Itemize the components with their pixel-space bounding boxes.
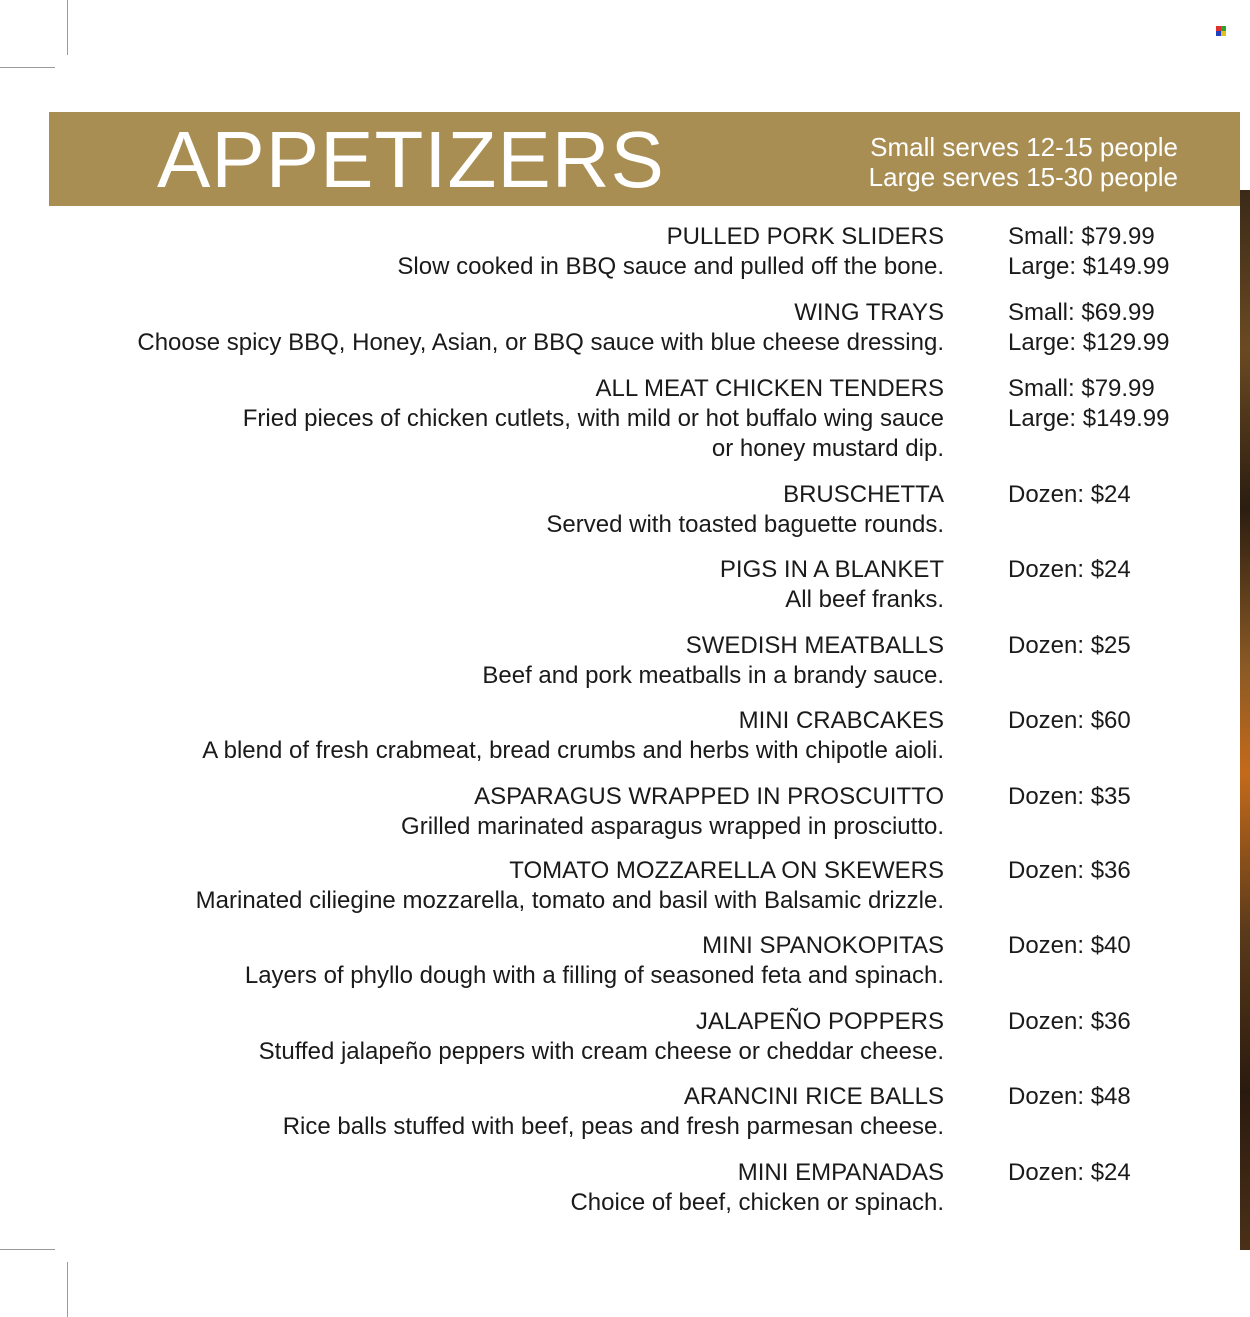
item-text <box>283 1082 944 1142</box>
serves-small: Small serves 12-15 people <box>870 132 1178 162</box>
crop-mark-top-left-horizontal <box>0 67 55 68</box>
item-text <box>570 1158 944 1218</box>
item-name: MINI EMPANADAS <box>737 1159 944 1186</box>
item-name: MINI SPANOKOPITAS <box>702 932 944 959</box>
item-price: Dozen: $24 <box>1008 556 1131 583</box>
item-price: Dozen: $48 <box>1008 1083 1131 1110</box>
item-price: Dozen: $36 <box>1008 857 1131 884</box>
item-description: Grilled marinated asparagus wrapped in prosciutto. <box>401 813 944 840</box>
item-price: Large: $149.99 <box>1008 253 1170 280</box>
item-price: Dozen: $35 <box>1008 783 1131 810</box>
item-description: Beef and pork meatballs in a brandy sauce. <box>482 662 944 689</box>
item-description: Served with toasted baguette rounds. <box>546 511 944 538</box>
item-name: ASPARAGUS WRAPPED IN PROSCUITTO <box>474 783 944 810</box>
item-prices <box>1008 480 1131 510</box>
crop-mark-bottom-left-horizontal <box>0 1249 55 1250</box>
photo-edge-strip <box>1240 190 1250 1250</box>
item-description: A blend of fresh crabmeat, bread crumbs and herbs with chipotle aioli. <box>202 737 944 764</box>
item-text <box>202 706 944 766</box>
item-price: Dozen: $25 <box>1008 632 1131 659</box>
item-description: Marinated ciliegine mozzarella, tomato and basil with Balsamic drizzle. <box>195 887 944 914</box>
item-name: PIGS IN A BLANKET <box>719 556 944 583</box>
item-price: Dozen: $24 <box>1008 1159 1131 1186</box>
serves-large: Large serves 15-30 people <box>868 162 1178 192</box>
item-prices <box>1008 555 1131 585</box>
item-description: Choice of beef, chicken or spinach. <box>570 1189 944 1216</box>
item-description: or honey mustard dip. <box>711 435 944 462</box>
item-prices <box>1008 374 1169 434</box>
item-name: WING TRAYS <box>794 299 944 326</box>
item-text <box>243 374 944 464</box>
item-text <box>397 222 944 282</box>
item-price: Dozen: $60 <box>1008 707 1131 734</box>
crop-mark-top-left-vertical <box>67 0 68 55</box>
item-prices <box>1008 222 1169 282</box>
item-prices <box>1008 631 1131 661</box>
item-price: Dozen: $24 <box>1008 481 1131 508</box>
item-name: TOMATO MOZZARELLA ON SKEWERS <box>509 857 944 884</box>
item-price: Dozen: $36 <box>1008 1008 1131 1035</box>
item-prices <box>1008 856 1131 886</box>
item-price: Large: $149.99 <box>1008 405 1170 432</box>
item-name: SWEDISH MEATBALLS <box>685 632 944 659</box>
item-prices <box>1008 706 1131 736</box>
serving-info <box>869 132 1178 192</box>
item-description: Layers of phyllo dough with a filling of seasoned feta and spinach. <box>244 962 944 989</box>
item-text <box>259 1007 944 1067</box>
header-banner <box>49 112 1240 206</box>
item-description: Choose spicy BBQ, Honey, Asian, or BBQ sauce with blue cheese dressing. <box>137 329 944 356</box>
item-name: ALL MEAT CHICKEN TENDERS <box>595 375 944 402</box>
item-name: ARANCINI RICE BALLS <box>683 1083 944 1110</box>
item-prices <box>1008 1158 1131 1188</box>
item-text <box>720 555 944 615</box>
color-registration-mark <box>1216 26 1226 36</box>
item-description: Stuffed jalapeño peppers with cream cheese or cheddar cheese. <box>258 1038 944 1065</box>
item-name: MINI CRABCAKES <box>738 707 944 734</box>
item-prices <box>1008 931 1131 961</box>
item-name: JALAPEÑO POPPERS <box>695 1008 944 1035</box>
item-name: BRUSCHETTA <box>783 481 944 508</box>
item-text <box>245 931 944 991</box>
item-price: Dozen: $40 <box>1008 932 1131 959</box>
item-text <box>401 782 944 842</box>
item-description: Fried pieces of chicken cutlets, with mild or hot buffalo wing sauce <box>242 405 944 432</box>
item-name: PULLED PORK SLIDERS <box>666 223 944 250</box>
item-prices <box>1008 1007 1131 1037</box>
item-text <box>482 631 944 691</box>
item-prices <box>1008 1082 1131 1112</box>
item-price: Large: $129.99 <box>1008 329 1170 356</box>
item-description: All beef franks. <box>785 586 944 613</box>
item-prices <box>1008 298 1169 358</box>
item-price: Small: $79.99 <box>1008 375 1155 402</box>
item-prices <box>1008 782 1131 812</box>
page-title: APPETIZERS <box>157 115 665 204</box>
item-description: Slow cooked in BBQ sauce and pulled off the bone. <box>397 253 944 280</box>
item-price: Small: $79.99 <box>1008 223 1155 250</box>
item-text <box>196 856 944 916</box>
item-description: Rice balls stuffed with beef, peas and fresh parmesan cheese. <box>282 1113 944 1140</box>
item-price: Small: $69.99 <box>1008 299 1155 326</box>
item-text <box>546 480 944 540</box>
item-text <box>137 298 944 358</box>
crop-mark-bottom-left-vertical <box>67 1262 68 1317</box>
